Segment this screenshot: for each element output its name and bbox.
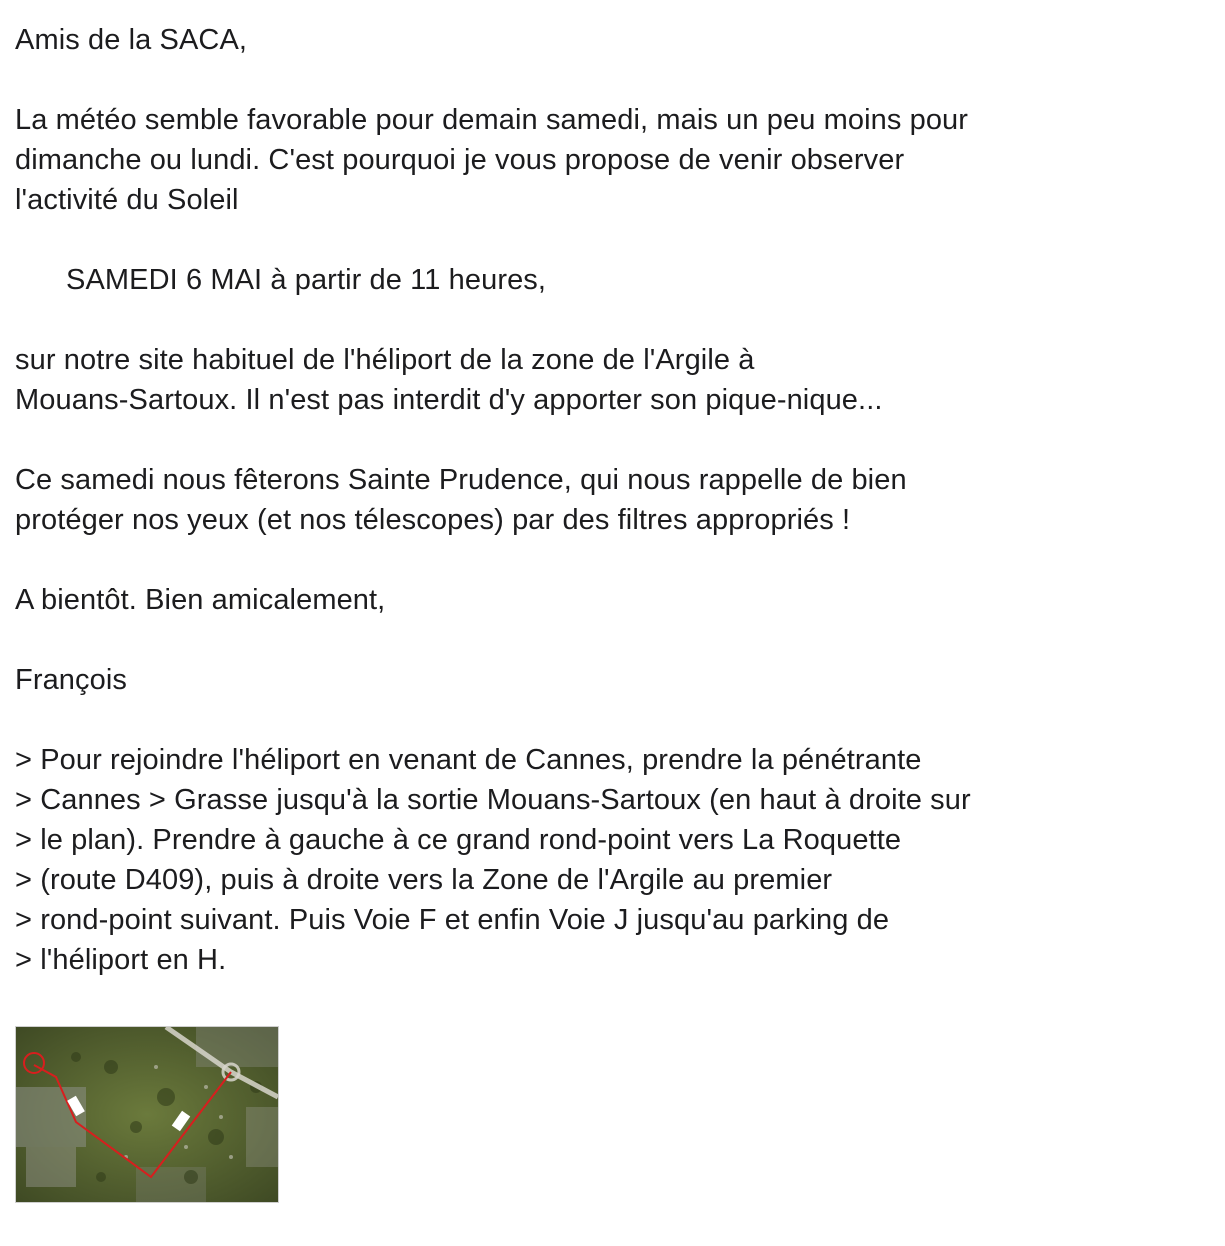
email-body [15, 20, 1210, 980]
aerial-map-illustration [16, 1027, 278, 1202]
quoted-line: > Cannes > Grasse jusqu'à la sortie Mouans-Sartoux (en haut à droite sur [15, 784, 971, 816]
quoted-line: > (route D409), puis à droite vers la Zone de l'Argile au premier [15, 864, 833, 896]
blank-line [15, 300, 1210, 340]
blank-line [15, 700, 1210, 740]
quoted-line: > le plan). Prendre à gauche à ce grand rond-point vers La Roquette [15, 824, 902, 856]
paragraph-line: sur notre site habituel de l'héliport de la zone de l'Argile à [15, 344, 755, 376]
map-attachment-image[interactable] [15, 1026, 279, 1203]
paragraph-line: protéger nos yeux (et nos télescopes) par des filtres appropriés ! [15, 504, 851, 536]
quoted-line: > rond-point suivant. Puis Voie F et enfin Voie J jusqu'au parking de [15, 904, 890, 936]
blank-line [15, 620, 1210, 660]
closing-line: A bientôt. Bien amicalement, [15, 584, 386, 616]
blank-line [15, 540, 1210, 580]
event-date-line: SAMEDI 6 MAI à partir de 11 heures, [66, 264, 547, 296]
quoted-line: > l'héliport en H. [15, 944, 227, 976]
paragraph-line: Ce samedi nous fêterons Sainte Prudence, qui nous rappelle de bien [15, 464, 907, 496]
greeting-line: Amis de la SACA, [15, 24, 248, 56]
paragraph-line: La météo semble favorable pour demain samedi, mais un peu moins pour [15, 104, 969, 136]
signature-line: François [15, 664, 127, 696]
quoted-line: > Pour rejoindre l'héliport en venant de Cannes, prendre la pénétrante [15, 744, 922, 776]
paragraph-line: dimanche ou lundi. C'est pourquoi je vous propose de venir observer [15, 144, 905, 176]
blank-line [15, 420, 1210, 460]
paragraph-line: l'activité du Soleil [15, 184, 239, 216]
blank-line [15, 60, 1210, 100]
paragraph-line: Mouans-Sartoux. Il n'est pas interdit d'y apporter son pique-nique... [15, 384, 883, 416]
blank-line [15, 220, 1210, 260]
